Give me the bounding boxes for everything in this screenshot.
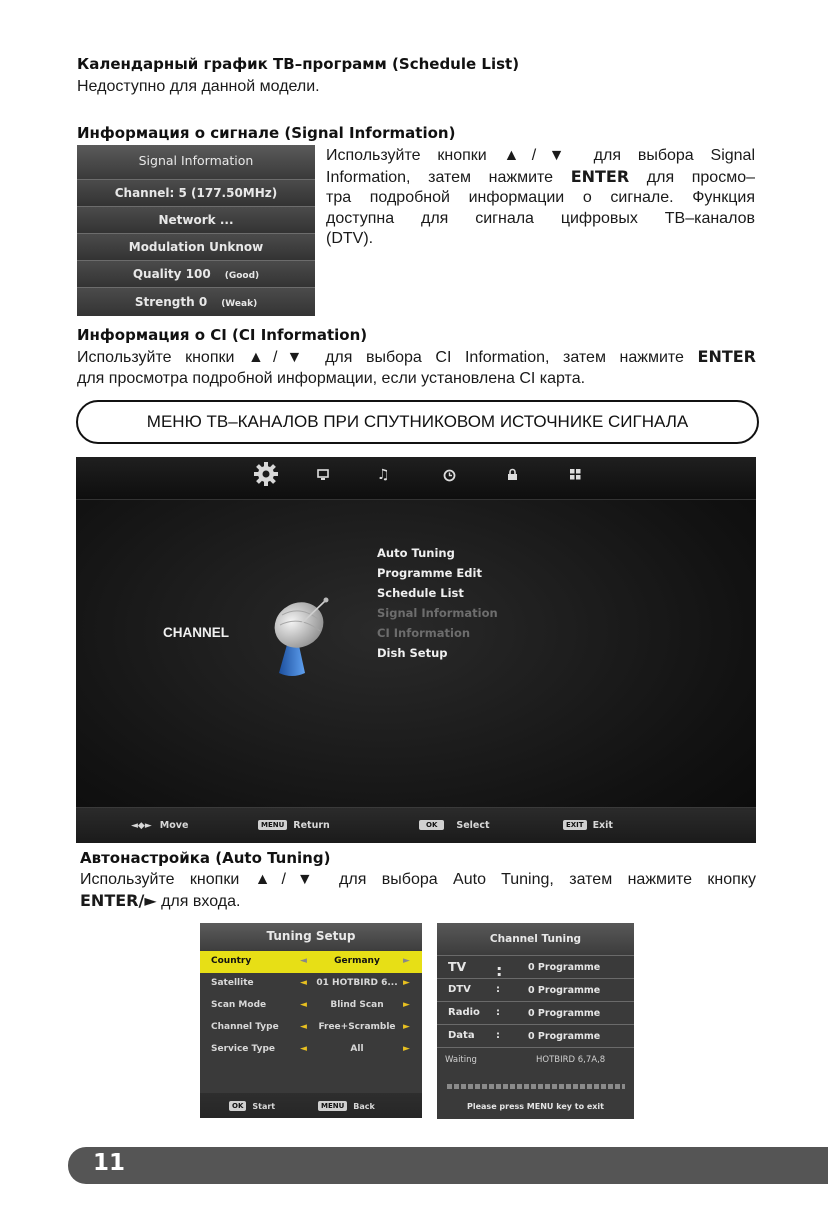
auto-line-2: [80, 891, 756, 913]
ci-enter-key-label: ENTER: [697, 347, 756, 366]
radio-label: Radio: [448, 1007, 480, 1018]
menu-item-programme-edit[interactable]: Programme Edit: [377, 566, 482, 580]
arrows-icon: ◄◆►: [131, 821, 152, 831]
left-arrow-icon[interactable]: ◄: [300, 1044, 307, 1054]
menu-item-auto-tuning[interactable]: Auto Tuning: [377, 546, 455, 560]
tuning-setup-footer: [200, 1093, 422, 1118]
satellite-label: Satellite: [211, 978, 254, 988]
gear-icon[interactable]: [253, 461, 279, 487]
start-label: Start: [252, 1102, 276, 1111]
signal-network: Network ...: [77, 206, 315, 233]
footer-exit: [563, 820, 613, 831]
signal-strength-note: (Weak): [221, 299, 258, 309]
count-row-tv: [437, 955, 634, 979]
dtv-label: DTV: [448, 984, 471, 995]
menu-item-dish-setup[interactable]: Dish Setup: [377, 646, 448, 660]
signal-quality: [77, 260, 315, 287]
data-label: Data: [448, 1030, 475, 1041]
signal-line-2-a: Information, затем нажмите: [326, 168, 571, 186]
menu-item-schedule-list[interactable]: Schedule List: [377, 586, 464, 600]
signal-quality-value: Quality 100: [132, 267, 211, 281]
ci-line-2: для просмотра подробной информации, если установлена CI карта.: [77, 369, 586, 387]
tuning-row-country[interactable]: [200, 951, 422, 973]
tuning-setup-panel: [200, 923, 422, 1118]
tuning-setup-title: Tuning Setup: [200, 923, 422, 950]
dtv-count: 0 Programme: [528, 985, 601, 996]
footer-return: [258, 820, 330, 831]
right-arrow-icon[interactable]: ►: [403, 1044, 410, 1054]
signal-line-1: Используйте кнопки ▲/▼ для выбора Signal: [326, 147, 755, 164]
count-row-data: [437, 1024, 634, 1048]
auto-line-2-b: для входа.: [156, 892, 241, 910]
signal-strength: [77, 287, 315, 316]
waiting-row: [437, 1047, 634, 1072]
separator: :: [496, 984, 500, 995]
channel-section-label: CHANNEL: [163, 625, 229, 640]
right-arrow-icon[interactable]: ►: [403, 1022, 410, 1032]
sound-icon[interactable]: ♫: [377, 467, 390, 483]
auto-line-1: Используйте кнопки ▲/▼ для выбора Auto Tuning, затем нажмите кнопку: [80, 871, 756, 888]
channel-tuning-title: Channel Tuning: [437, 923, 634, 955]
ok-key: OK: [419, 820, 444, 830]
country-label: Country: [211, 956, 252, 966]
right-arrow-icon[interactable]: ►: [403, 978, 410, 988]
signal-line-4: доступна для сигнала цифровых ТВ–каналов: [326, 209, 755, 227]
exit-instruction: Please press MENU key to exit: [467, 1102, 604, 1111]
left-arrow-icon[interactable]: ◄: [300, 1000, 307, 1010]
service-type-label: Service Type: [211, 1044, 276, 1054]
country-value: Germany: [334, 956, 380, 966]
section-banner: МЕНЮ ТВ–КАНАЛОВ ПРИ СПУТНИКОВОМ ИСТОЧНИКЕ СИГНАЛА: [76, 400, 759, 444]
scan-mode-value: Blind Scan: [330, 1000, 384, 1010]
auto-tuning-heading: Автонастройка (Auto Tuning): [80, 849, 331, 867]
right-arrow-icon[interactable]: ►: [403, 1000, 410, 1010]
page-footer-bar: [68, 1147, 828, 1184]
menu-footer: [76, 807, 756, 843]
left-arrow-icon[interactable]: ◄: [300, 978, 307, 988]
signal-heading: Информация о сигнале (Signal Information): [77, 124, 456, 142]
satellite-dish-icon: [270, 593, 336, 679]
channel-type-label: Channel Type: [211, 1022, 279, 1032]
separator: :: [496, 1030, 500, 1041]
tuning-row-channel-type[interactable]: [200, 1017, 422, 1039]
tuning-row-satellite[interactable]: [200, 973, 422, 995]
left-arrow-icon[interactable]: ◄: [300, 1022, 307, 1032]
signal-line-5: (DTV).: [326, 230, 374, 247]
tuning-start: [229, 1101, 275, 1111]
data-count: 0 Programme: [528, 1031, 601, 1042]
schedule-text: Недоступно для данной модели.: [77, 78, 320, 95]
menu-icon-bar: [76, 457, 756, 500]
radio-count: 0 Programme: [528, 1008, 601, 1019]
channel-type-value: Free+Scramble: [318, 1022, 396, 1032]
ci-line-1: [77, 347, 756, 369]
back-label: Back: [353, 1102, 375, 1111]
auto-tuning-description: [80, 870, 756, 912]
satellite-value: 01 HOTBIRD 6...: [316, 978, 398, 988]
separator: :: [496, 1007, 500, 1018]
signal-panel-title: Signal Information: [77, 145, 315, 179]
footer-move-label: Move: [159, 820, 189, 831]
signal-line-3: тра подробной информации о сигнале. Функция: [326, 189, 755, 206]
tuning-back: [318, 1101, 375, 1111]
schedule-heading: Календарный график ТВ–программ (Schedule List): [77, 55, 520, 73]
menu-item-signal-information[interactable]: Signal Information: [377, 606, 498, 620]
setup-icon[interactable]: [570, 469, 581, 480]
signal-line-2-c: для просмо–: [629, 168, 755, 186]
time-icon[interactable]: [443, 469, 456, 482]
picture-icon[interactable]: [317, 469, 329, 481]
ci-heading: Информация о CI (CI Information): [77, 326, 368, 344]
lock-icon[interactable]: [507, 468, 518, 481]
footer-return-label: Return: [293, 820, 330, 831]
count-row-radio: [437, 1001, 634, 1025]
count-row-dtv: [437, 978, 634, 1002]
scan-mode-label: Scan Mode: [211, 1000, 267, 1010]
tv-count: 0 Programme: [528, 962, 601, 973]
signal-information-panel: [77, 145, 315, 316]
scanning-satellite: HOTBIRD 6,7A,8: [536, 1055, 606, 1065]
left-arrow-icon[interactable]: ◄: [300, 956, 307, 966]
channel-tuning-panel: [437, 923, 634, 1119]
waiting-label: Waiting: [445, 1055, 477, 1065]
footer-exit-label: Exit: [592, 820, 613, 831]
footer-move: [131, 820, 188, 831]
scan-progress-bar: [447, 1084, 625, 1089]
tuning-row-service-type[interactable]: [200, 1039, 422, 1061]
footer-select-label: Select: [456, 820, 490, 831]
enter-arrow-key-label: ENTER/►: [80, 890, 157, 910]
menu-key: MENU: [318, 1101, 347, 1111]
exit-key: EXIT: [563, 820, 587, 830]
signal-modulation: Modulation Unknow: [77, 233, 315, 260]
signal-strength-value: Strength 0: [134, 295, 208, 309]
footer-select: [419, 820, 490, 831]
ok-key: OK: [229, 1101, 246, 1111]
right-arrow-icon[interactable]: ►: [403, 956, 410, 966]
signal-description: [326, 146, 755, 250]
page-number: 11: [93, 1150, 126, 1176]
separator: :: [496, 961, 503, 980]
service-type-value: All: [350, 1044, 364, 1054]
ci-line-1-a: Используйте кнопки ▲/▼ для выбора CI Information, затем нажмите: [77, 349, 698, 366]
enter-key-label: ENTER: [570, 166, 630, 186]
menu-key: MENU: [258, 820, 287, 830]
ci-description: [77, 347, 756, 389]
signal-quality-note: (Good): [224, 271, 260, 281]
signal-line-2: [326, 167, 755, 189]
signal-channel: Channel: 5 (177.50MHz): [77, 179, 315, 206]
tv-channel-menu: [76, 457, 756, 843]
tuning-row-scan-mode[interactable]: [200, 995, 422, 1017]
menu-item-ci-information[interactable]: CI Information: [377, 626, 471, 640]
tv-label: TV: [448, 959, 467, 974]
